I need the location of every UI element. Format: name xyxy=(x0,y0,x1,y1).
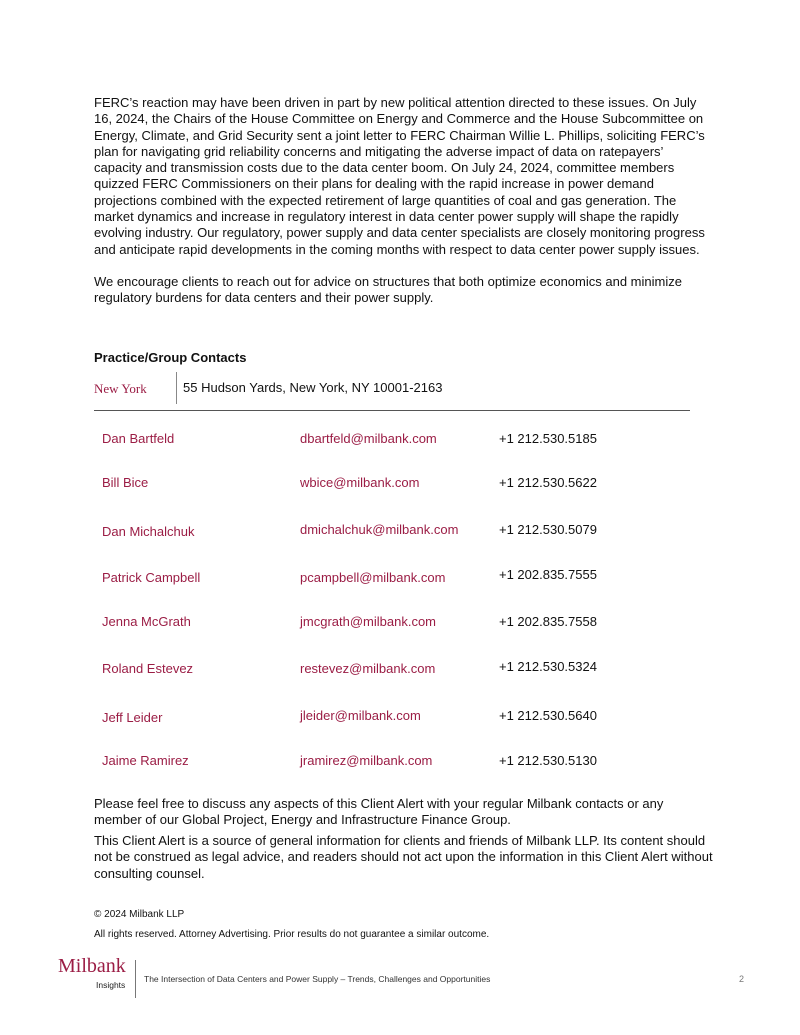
contact-name[interactable]: Dan Michalchuk xyxy=(102,524,195,539)
office-address: 55 Hudson Yards, New York, NY 10001-2163 xyxy=(183,380,443,395)
contact-row xyxy=(0,708,800,728)
contact-email[interactable]: dbartfeld@milbank.com xyxy=(300,431,437,446)
contact-row xyxy=(0,661,800,681)
contact-email[interactable]: restevez@milbank.com xyxy=(300,661,436,676)
contact-row xyxy=(0,614,800,634)
contact-email[interactable]: jmcgrath@milbank.com xyxy=(300,614,437,629)
contact-row xyxy=(0,431,800,451)
milbank-logo: Milbank xyxy=(58,955,126,977)
contact-phone: +1 202.835.7558 xyxy=(499,614,597,629)
contact-email[interactable]: dmichalchuk@milbank.com xyxy=(300,522,459,537)
contact-phone: +1 212.530.5324 xyxy=(499,659,597,674)
footer-document-title: The Intersection of Data Centers and Power Supply – Trends, Challenges and Opportunities xyxy=(144,974,491,984)
contact-name[interactable]: Roland Estevez xyxy=(102,661,194,676)
insights-label: Insights xyxy=(96,980,126,990)
contact-email[interactable]: wbice@milbank.com xyxy=(300,475,420,490)
contact-phone: +1 212.530.5622 xyxy=(499,475,597,490)
contacts-heading: Practice/Group Contacts xyxy=(94,350,247,365)
office-divider xyxy=(176,372,177,404)
contact-name[interactable]: Jenna McGrath xyxy=(102,614,191,629)
office-row xyxy=(94,372,690,411)
contact-email[interactable]: jramirez@milbank.com xyxy=(300,753,433,768)
body-paragraph-2: We encourage clients to reach out for advice on structures that both optimize economics and minimize regulatory burdens for data centers and their power supply. xyxy=(94,274,682,306)
contact-row xyxy=(0,567,800,587)
rights-notice: All rights reserved. Attorney Advertising. Prior results do not guarantee a similar outcome. xyxy=(94,929,490,940)
footer-divider xyxy=(135,960,136,998)
contact-row xyxy=(0,475,800,495)
contact-phone: +1 202.835.7555 xyxy=(499,567,597,582)
contact-name[interactable]: Bill Bice xyxy=(102,475,149,490)
contact-phone: +1 212.530.5185 xyxy=(499,431,597,446)
contact-row xyxy=(0,522,800,542)
closing-paragraph-1: Please feel free to discuss any aspects of this Client Alert with your regular Milbank contacts or any member of our Global Project, Energy and Infrastructure Finance Group. xyxy=(94,796,664,828)
contact-name[interactable]: Dan Bartfeld xyxy=(102,431,175,446)
closing-paragraph-2: This Client Alert is a source of general information for clients and friends of Milbank LLP. Its content should not be construed as legal advice, and readers should not act upon the information in this Client Alert without consulting counsel. xyxy=(94,833,713,881)
contact-phone: +1 212.530.5079 xyxy=(499,522,597,537)
contact-phone: +1 212.530.5640 xyxy=(499,708,597,723)
contact-row xyxy=(0,753,800,773)
body-paragraph-1: FERC’s reaction may have been driven in part by new political attention directed to these issues. On July 16, 2024, the Chairs of the House Committee on Energy and Commerce and the House Subcommittee on Energy, Climate, and Grid Security sent a joint letter to FERC Chairman Willie L. Phillips, soliciting FERC’s plan for navigating grid reliability concerns and mitigating the adverse impact of data on ratepayers’ capacity and transmission costs due to the data center boom. On July 24, 2024, committee members quizzed FERC Commissioners on their plans for dealing with the rapid increase in power demand projections combined with the expected retirement of large quantities of coal and gas generation. The market dynamics and increase in regulatory interest in data center power supply will shape the rapidly evolving industry. Our regulatory, power supply and data center specialists are closely monitoring progress and anticipate rapid developments in the coming months with respect to data center power supply issues. xyxy=(94,95,705,257)
contact-name[interactable]: Patrick Campbell xyxy=(102,570,201,585)
contact-name[interactable]: Jaime Ramirez xyxy=(102,753,189,768)
contact-name[interactable]: Jeff Leider xyxy=(102,710,163,725)
page-number: 2 xyxy=(739,974,745,984)
copyright-notice: © 2024 Milbank LLP xyxy=(94,909,185,920)
office-city: New York xyxy=(94,381,147,396)
contact-email[interactable]: pcampbell@milbank.com xyxy=(300,570,446,585)
contact-email[interactable]: jleider@milbank.com xyxy=(300,708,421,723)
contact-phone: +1 212.530.5130 xyxy=(499,753,597,768)
